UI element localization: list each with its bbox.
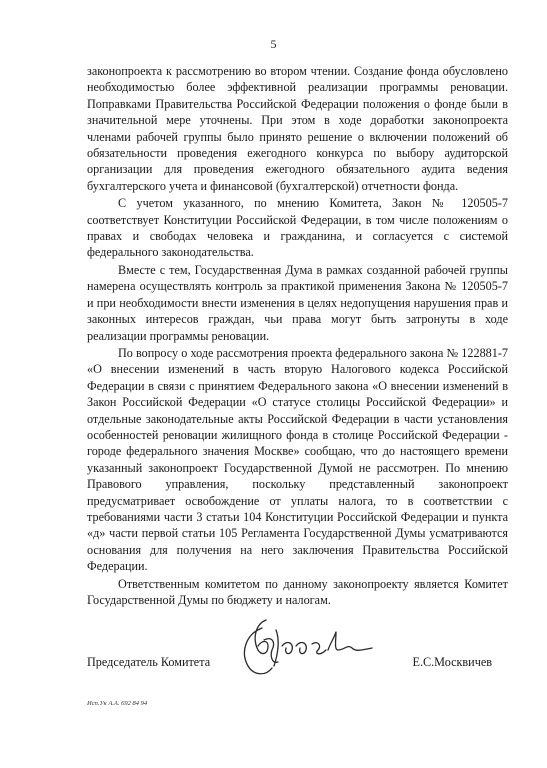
signatory-position: Председатель Комитета bbox=[87, 655, 211, 669]
paragraph-responsible-committee: Ответственным комитетом по данному законопроекту является Комитет Государственной Думы по бюджету и налогам. bbox=[87, 576, 508, 607]
executor-line: Исп.Ук А.А. 692 84 94 bbox=[87, 700, 148, 707]
signatory-name: Е.С.Москвичев bbox=[412, 655, 492, 669]
page-number: 5 bbox=[270, 37, 277, 51]
paragraph-continuation: законопроекта к рассмотрению во втором чтении. Создание фонда обусловлено необходимостью более эффективной реализации программы реновации. Поправками Правительства Российской Федерации положения о фонде были в значительной мере уточнены. При этом в ходе доработки законопроекта членами рабочей группы было принято решение о включении положений об обязательности проведения ежегодного конкурса по выбору аудиторской организации для проведения ежегодного обязательного аудита ведения бухгалтерского учета и финансовой (бухгалтерской) отчетности фонда. bbox=[87, 64, 508, 193]
signature-block bbox=[87, 655, 508, 679]
paragraph-working-group-control: Вместе с тем, Государственная Дума в рамках созданной рабочей группы намерена осуществлять контроль за практикой применения Закона № 120505-7 и при необходимости внести изменения в целях недопущения нарушения прав и законных интересов граждан, чьи права могут быть затронуты в ходе реализации программы реновации. bbox=[87, 262, 508, 343]
paragraph-constitution-compliance: С учетом указанного, по мнению Комитета, Закон № 120505-7 соответствует Конституции Российской Федерации, в том числе положениям о правах и свободах человека и гражданина, и согласуется с системой федерального законодательства. bbox=[87, 196, 508, 260]
document-body bbox=[87, 63, 508, 608]
paragraph-bill-122881-7: По вопросу о ходе рассмотрения проекта федерального закона № 122881-7 «О внесении изменений в часть вторую Налогового кодекса Российской Федерации в связи с принятием Федерального закона «О внесении изменений в Закон Российской Федерации «О статусе столицы Российской Федерации» и отдельные законодательные акты Российской Федерации в части установления особенностей реновации жилищного фонда в столице Российской Федерации - городе федерального значения Москве» сообщаю, что до настоящего времени указанный законопроект Государственной Думой не рассмотрен. По мнению Правового управления, поскольку представленный законопроект предусматривает освобождение от уплаты налога, то в соответствии с требованиями части 3 статьи 104 Конституции Российской Федерации и пункта «д» части первой статьи 105 Регламента Государственной Думы усматриваются основания для получения на него заключения Правительства Российской Федерации. bbox=[87, 345, 508, 574]
